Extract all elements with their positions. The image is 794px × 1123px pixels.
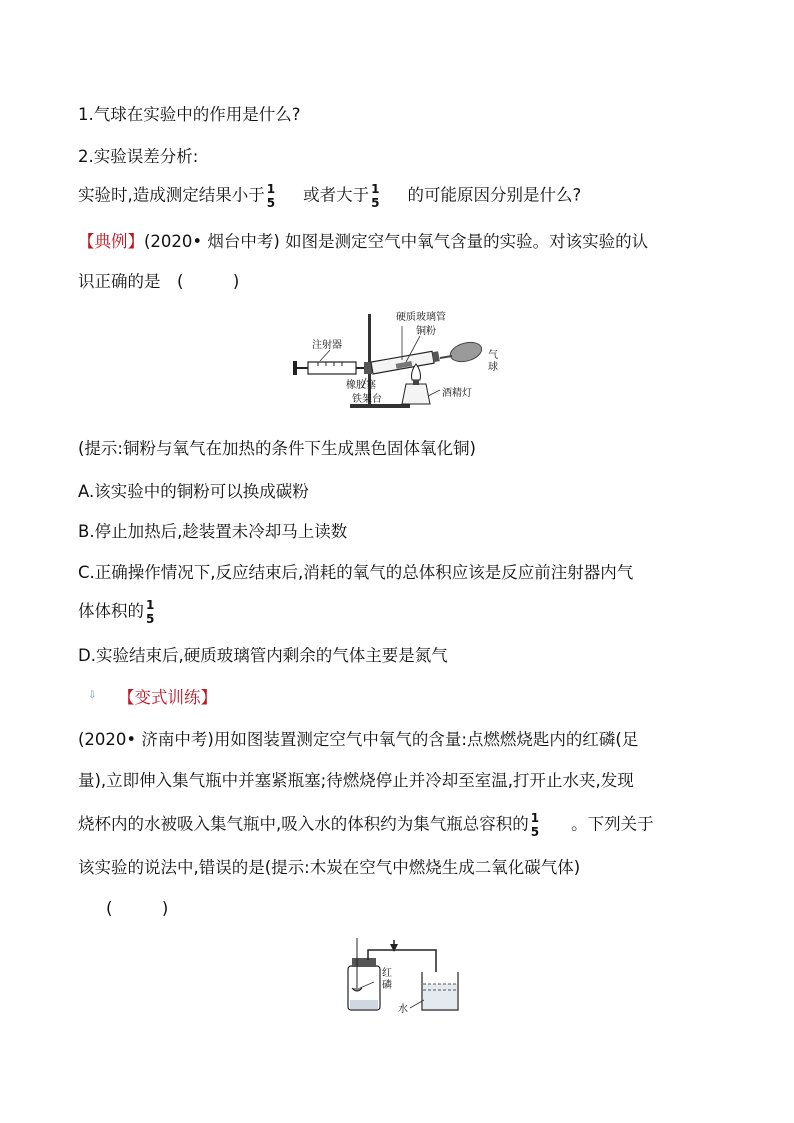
error-analysis-text-1: 实验时,造成测定结果小于 (78, 185, 265, 205)
option-c-line-2 (78, 598, 156, 626)
variant-line-3 (78, 811, 654, 839)
variant-line-1: (2020• 济南中考)用如图装置测定空气中氧气的含量:点燃燃烧匙内的红磷(足 (78, 730, 639, 749)
variant-line-2: 量),立即伸入集气瓶中并塞紧瓶塞;待燃烧停止并冷却至室温,打开止水夹,发现 (78, 771, 634, 790)
label-syringe: 注射器 (312, 340, 342, 351)
phosphorus-combustion-apparatus-figure (338, 936, 468, 1016)
label-glass-tube: 硬质玻璃管 (396, 312, 446, 323)
label-balloon-2: 球 (488, 362, 498, 373)
label-balloon-1: 气 (488, 350, 498, 361)
error-analysis-line (78, 182, 581, 210)
question-1: 1.气球在实验中的作用是什么? (78, 105, 301, 124)
option-b: B.停止加热后,趁装置未冷却马上读数 (78, 522, 348, 541)
label-copper-powder: 铜粉 (416, 326, 436, 337)
label-alcohol-lamp: 酒精灯 (442, 388, 472, 399)
copper-oxygen-apparatus-figure (290, 306, 510, 412)
label-red-phosphorus-2: 磷 (382, 980, 392, 991)
variant-tag: 【变式训练】 (118, 688, 217, 707)
example-line-1 (78, 231, 648, 253)
label-rubber-stopper: 橡胶塞 (346, 380, 376, 391)
variant-text-3b: 。下列关于 (571, 814, 654, 834)
variant-marker-icon: ⇩ (88, 690, 97, 701)
error-analysis-text-2: 或者大于 (303, 185, 370, 205)
option-c-line-1: C.正确操作情况下,反应结束后,消耗的氧气的总体积应该是反应前注射器内气 (78, 563, 634, 582)
error-analysis-text-3: 的可能原因分别是什么? (407, 185, 582, 205)
answer-bracket: ( ) (106, 899, 169, 918)
fraction-one-fifth: 1 5 (371, 182, 380, 210)
hint-text: (提示:铜粉与氧气在加热的条件下生成黑色固体氧化铜) (78, 439, 476, 458)
label-red-phosphorus-1: 红 (382, 968, 392, 979)
option-a: A.该实验中的铜粉可以换成碳粉 (78, 482, 309, 501)
example-text-1: (2020• 烟台中考) 如图是测定空气中氧气含量的实验。对该实验的认 (144, 232, 649, 251)
option-c-text-2: 体体积的 (78, 601, 144, 621)
variant-line-4: 该实验的说法中,错误的是(提示:木炭在空气中燃烧生成二氧化碳气体) (78, 858, 581, 877)
fraction-one-fifth: 1 5 (266, 182, 276, 210)
label-water: 水 (398, 1004, 408, 1015)
question-2: 2.实验误差分析: (78, 147, 199, 166)
example-tag: 【典例】 (78, 232, 144, 251)
fraction-one-fifth: 1 5 (530, 811, 540, 839)
fraction-one-fifth: 1 5 (146, 598, 155, 626)
variant-text-3a: 烧杯内的水被吸入集气瓶中,吸入水的体积约为集气瓶总容积的 (78, 814, 529, 834)
example-line-2: 识正确的是 ( ) (78, 272, 240, 291)
option-d: D.实验结束后,硬质玻璃管内剩余的气体主要是氮气 (78, 646, 448, 665)
label-iron-stand: 铁架台 (352, 394, 382, 405)
